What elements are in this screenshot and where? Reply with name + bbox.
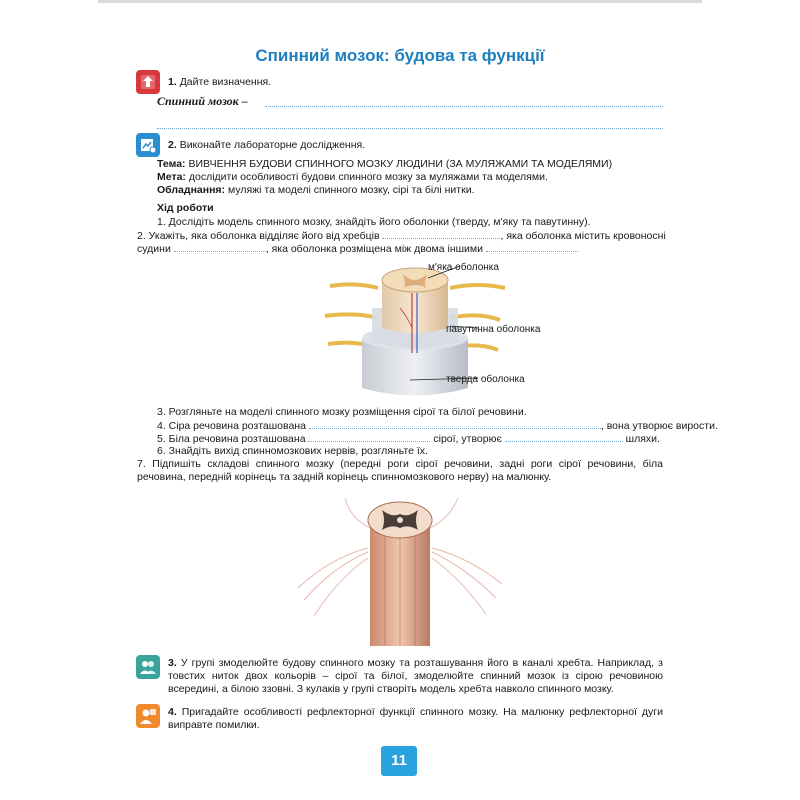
topic-label: Тема:	[157, 158, 186, 170]
step-5-text-a: 5. Біла речовина розташована	[157, 433, 306, 445]
task2-heading	[168, 139, 365, 152]
step-3: 3. Розгляньте на моделі спинного мозку розміщення сірої та білої речовини.	[157, 406, 527, 418]
term-spinal-cord: Спинний мозок –	[157, 94, 248, 108]
label-soft-membrane: м'яка оболонка	[428, 262, 499, 273]
page-title: Спинний мозок: будова та функції	[255, 46, 545, 65]
task3-text	[168, 657, 663, 696]
step-5-text-b: сірої, утворює	[433, 433, 502, 445]
lab-icon	[136, 133, 160, 157]
equipment-text: муляжі та моделі спинного мозку, сірі та білі нитки.	[227, 184, 475, 196]
answer-gray-matter-location[interactable]	[309, 419, 601, 429]
spinal-cord-segment-figure	[290, 488, 510, 648]
answer-soft-membrane[interactable]	[174, 242, 266, 252]
answer-hard-membrane[interactable]	[382, 229, 500, 239]
topic-text: ВИВЧЕННЯ БУДОВИ СПИННОГО МОЗКУ ЛЮДИНИ (ЗА МУЛЯЖАМИ ТА МОДЕЛЯМИ)	[188, 158, 613, 170]
task3-number: 3.	[168, 657, 177, 669]
recall-icon	[136, 704, 160, 728]
top-rule	[98, 0, 702, 3]
page-number: 11	[381, 746, 417, 776]
step-2-text-c: судини	[137, 243, 171, 255]
answer-white-matter-location[interactable]	[308, 432, 430, 442]
task3-body: У групі змоделюйте будову спинного мозку та розташування його в каналі хребта. Наприклад, з товстих ниток двох кольорів – сірої та білої, змоделюйте спинний мозок із сірою речовиною всередині, а білою ззовні. З кулаків у групі створіть модель хребта навколо спинного мозку.	[168, 657, 663, 695]
task1-heading	[168, 76, 271, 89]
answer-arachnoid-membrane[interactable]	[486, 242, 578, 252]
topic-line	[157, 158, 612, 171]
goal-label: Мета:	[157, 171, 186, 183]
step-6: 6. Знайдіть вихід спинномозкових нервів, розгляньте їх.	[157, 445, 428, 457]
answer-line-2[interactable]	[157, 118, 663, 129]
step-4-text-a: 4. Сіра речовина розташована	[157, 420, 306, 432]
task1-number: 1.	[168, 76, 177, 88]
group-work-icon	[136, 655, 160, 679]
equipment-line	[157, 184, 474, 197]
step-4-text-b: , вона утворює вирости.	[600, 420, 718, 432]
task2-text: Виконайте лабораторне дослідження.	[179, 139, 366, 151]
step-2-text-b: , яка оболонка містить кровоносні	[500, 230, 666, 242]
definition-icon	[136, 70, 160, 94]
procedure-title: Хід роботи	[157, 202, 214, 214]
task4-text	[168, 706, 663, 732]
step-2-line1	[137, 229, 666, 243]
task4-body: Пригадайте особливості рефлекторної функції спинного мозку. На малюнку рефлекторної дуги виправте помилки.	[168, 706, 663, 731]
task4-number: 4.	[168, 706, 177, 718]
step-2-text-d: , яка оболонка розміщена між двома іншими	[265, 243, 484, 255]
step-5	[157, 432, 660, 446]
task2-number: 2.	[168, 139, 177, 151]
step-4	[157, 419, 718, 433]
step-7: 7. Підпишіть складові спинного мозку (передні роги сірої речовини, задні роги сірої речовини, біла речовина, передній корінець та задній корінець спинномозкового нерву) на малюнку.	[137, 458, 663, 483]
goal-text: дослідити особливості будови спинного мозку за муляжами та моделями.	[188, 171, 548, 183]
equipment-label: Обладнання:	[157, 184, 226, 196]
answer-white-matter-forms[interactable]	[505, 432, 623, 442]
step-2-text-a: 2. Укажіть, яка оболонка відділяє його від хребців	[137, 230, 380, 242]
step-1: 1. Дослідіть модель спинного мозку, знайдіть його оболонки (тверду, м'яку та павутинну).	[157, 216, 591, 228]
step-5-text-c: шляхи.	[625, 433, 660, 445]
label-arachnoid-membrane: павутинна оболонка	[446, 324, 541, 335]
answer-line-1[interactable]	[265, 96, 663, 107]
label-hard-membrane: тверда оболонка	[446, 374, 525, 385]
step-2-line2	[137, 242, 578, 256]
goal-line	[157, 171, 548, 184]
task1-text: Дайте визначення.	[179, 76, 272, 88]
